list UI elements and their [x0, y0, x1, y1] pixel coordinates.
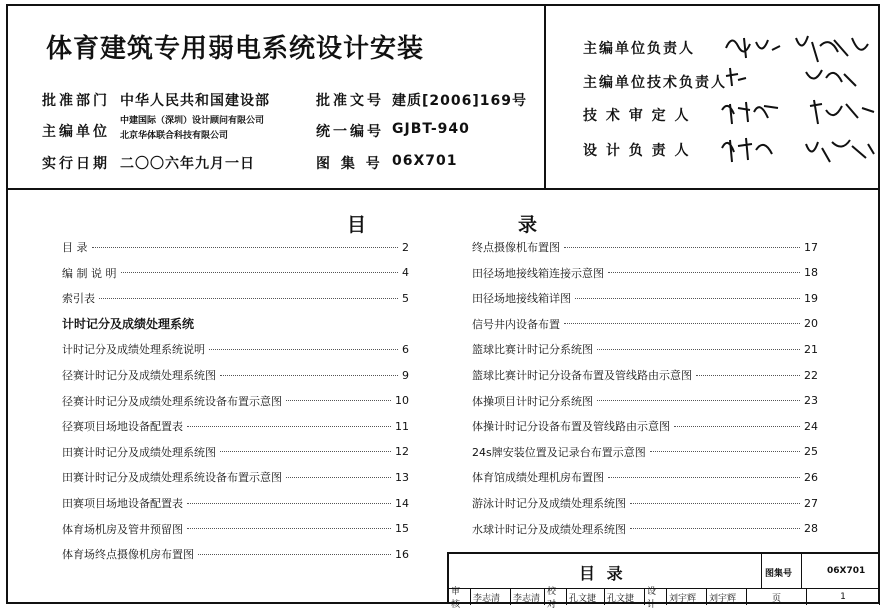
title-block-cell: 设计 — [645, 589, 667, 605]
header-divider-horizontal — [6, 188, 880, 190]
resp-label-tech: 主编单位技术负责人 — [583, 75, 727, 91]
toc-entry-page: 18 — [804, 266, 818, 280]
resp-label-review: 技 术 审 定 人 — [583, 108, 691, 124]
toc-entry-page: 4 — [402, 266, 409, 280]
title-block — [447, 552, 880, 610]
atlas-title: 体育建筑专用弱电系统设计安装 — [46, 34, 425, 64]
toc-entry-page: 28 — [804, 522, 818, 536]
toc-leader-dots — [564, 323, 800, 324]
toc-leader-dots — [630, 528, 800, 529]
toc-left-entry — [62, 392, 409, 410]
effective-date-label: 实行日期 — [42, 156, 110, 172]
toc-right-entry — [472, 468, 818, 486]
signature-tech — [722, 62, 862, 92]
toc-entry-title: 24s牌安装位置及记录台布置示意图 — [472, 445, 646, 459]
toc-leader-dots — [187, 426, 391, 427]
toc-entry-page: 16 — [395, 547, 409, 561]
toc-left-entry — [62, 468, 409, 486]
title-block-atlas-label: 图集号 — [765, 569, 793, 579]
approval-no-label: 批准文号 — [316, 93, 384, 109]
toc-left-entry — [62, 520, 409, 538]
toc-leader-dots — [608, 477, 800, 478]
toc-entry-title: 体操计时记分设备布置及管线路由示意图 — [472, 420, 670, 434]
toc-entry-page: 25 — [804, 445, 818, 459]
toc-leader-dots — [630, 503, 800, 504]
toc-left-entry — [62, 315, 409, 333]
title-block-cell: 审核 — [449, 589, 471, 605]
toc-leader-dots — [608, 272, 800, 273]
resp-label-design: 设 计 负 责 人 — [583, 143, 691, 159]
toc-entry-title: 体育馆成绩处理机房布置图 — [472, 471, 604, 485]
toc-leader-dots — [650, 451, 800, 452]
toc-entry-title: 田径场地接线箱连接示意图 — [472, 266, 604, 280]
toc-right-entry — [472, 264, 818, 282]
title-block-cell: 孔文捷 — [605, 589, 645, 605]
toc-right-entry — [472, 392, 818, 410]
approval-no: 建质[2006]169号 — [392, 93, 527, 109]
toc-left-entry — [62, 366, 409, 384]
toc-entry-page: 24 — [804, 419, 818, 433]
resp-label-chief: 主编单位负责人 — [583, 41, 695, 57]
toc-entry-page: 2 — [402, 240, 409, 254]
editor-line-2: 北京华体联合科技有限公司 — [120, 131, 229, 141]
effective-date: 二〇〇六年九月一日 — [120, 156, 255, 172]
title-block-cell: 刘宇辉 — [667, 589, 707, 605]
title-block-divider — [801, 554, 802, 588]
title-block-title: 目 录 — [579, 564, 626, 583]
toc-leader-dots — [696, 375, 800, 376]
toc-entry-page: 26 — [804, 470, 818, 484]
toc-leader-dots — [564, 247, 800, 248]
title-block-cell: 李志清 — [511, 589, 545, 605]
toc-entry-page: 21 — [804, 342, 818, 356]
toc-entry-page: 19 — [804, 291, 818, 305]
toc-left-entry — [62, 443, 409, 461]
toc-entry-title: 篮球比赛计时记分系统图 — [472, 343, 593, 357]
toc-entry-title: 篮球比赛计时记分设备布置及管线路由示意图 — [472, 369, 692, 382]
toc-entry-page: 22 — [804, 368, 818, 382]
toc-left-entry — [62, 289, 409, 307]
toc-entry-page: 17 — [804, 240, 818, 254]
atlas-no-label: 图 集 号 — [316, 156, 383, 172]
toc-right-entry — [472, 366, 818, 384]
title-block-cell: 校对 — [545, 589, 567, 605]
toc-leader-dots — [575, 298, 800, 299]
title-block-divider — [761, 554, 762, 588]
toc-entry-title: 游泳计时记分及成绩处理系统图 — [472, 497, 626, 510]
toc-right-entry — [472, 340, 818, 358]
toc-leader-dots — [187, 503, 391, 504]
title-block-cell: 李志清 — [471, 589, 511, 605]
toc-entry-page: 11 — [395, 419, 409, 433]
toc-left-entry — [62, 494, 409, 512]
toc-leader-dots — [286, 477, 391, 478]
toc-right-entry — [472, 238, 818, 256]
toc-leader-dots — [187, 528, 391, 529]
toc-right-entry — [472, 417, 818, 435]
toc-left-entry — [62, 545, 409, 563]
toc-entry-page: 23 — [804, 394, 818, 408]
toc-entry-title: 田赛计时记分及成绩处理系统设备布置示意图 — [62, 471, 282, 485]
toc-right-entry — [472, 443, 818, 461]
toc-entry-title: 索引表 — [62, 292, 95, 306]
toc-entry-title: 编 制 说 明 — [62, 266, 117, 280]
toc-leader-dots — [220, 375, 398, 376]
signature-design — [718, 132, 878, 166]
toc-entry-title: 目 录 — [62, 241, 88, 254]
toc-right-entry — [472, 494, 818, 512]
unified-no: GJBT-940 — [392, 121, 470, 137]
toc-left-entry — [62, 340, 409, 358]
toc-leader-dots — [597, 349, 800, 350]
toc-entry-page: 20 — [804, 317, 818, 331]
title-block-atlas-no: 06X701 — [827, 566, 866, 576]
title-block-cell: 孔文捷 — [567, 589, 605, 605]
header-divider-vertical — [544, 4, 546, 190]
title-block-page-cell: 1 — [807, 589, 880, 605]
toc-right-entry — [472, 289, 818, 307]
toc-entry-title: 计时记分及成绩处理系统说明 — [62, 343, 205, 357]
toc-entry-page: 13 — [395, 470, 409, 484]
toc-leader-dots — [198, 554, 391, 555]
toc-entry-page: 10 — [395, 394, 409, 408]
unified-no-label: 统一编号 — [316, 124, 384, 140]
toc-entry-page: 6 — [402, 342, 409, 356]
toc-entry-title: 田赛项目场地设备配置表 — [62, 497, 183, 510]
toc-leader-dots — [220, 451, 391, 452]
toc-entry-page: 14 — [395, 496, 409, 510]
toc-leader-dots — [286, 400, 391, 401]
toc-right-entry — [472, 315, 818, 333]
editor-line-1: 中建国际（深圳）设计顾问有限公司 — [120, 116, 265, 126]
toc-entry-title: 田赛计时记分及成绩处理系统图 — [62, 445, 216, 459]
editor-label: 主编单位 — [42, 124, 110, 140]
toc-entry-title: 体育场终点摄像机房布置图 — [62, 548, 194, 562]
toc-entry-title: 田径场地接线箱详图 — [472, 292, 571, 306]
toc-entry-title: 体育场机房及管井预留图 — [62, 522, 183, 536]
toc-title-left: 目 — [347, 214, 367, 236]
approval-dept-label: 批准部门 — [42, 93, 110, 109]
toc-entry-title: 水球计时记分及成绩处理系统图 — [472, 522, 626, 536]
toc-leader-dots — [674, 426, 800, 427]
toc-leader-dots — [121, 272, 399, 273]
toc-entry-title: 径赛计时记分及成绩处理系统设备布置示意图 — [62, 394, 282, 408]
toc-leader-dots — [597, 400, 800, 401]
toc-entry-title: 径赛计时记分及成绩处理系统图 — [62, 369, 216, 382]
toc-entry-title: 计时记分及成绩处理系统 — [62, 317, 195, 332]
toc-entry-page: 5 — [402, 291, 409, 305]
toc-leader-dots — [209, 349, 398, 350]
toc-entry-page: 12 — [395, 445, 409, 459]
toc-entry-page: 9 — [402, 368, 409, 382]
toc-title-right: 录 — [518, 214, 538, 236]
toc-entry-title: 体操项目计时记分系统图 — [472, 394, 593, 408]
atlas-no: 06X701 — [392, 153, 458, 169]
toc-left-entry — [62, 264, 409, 282]
toc-right-entry — [472, 520, 818, 538]
approval-dept: 中华人民共和国建设部 — [120, 93, 270, 109]
toc-left-entry — [62, 417, 409, 435]
toc-entry-title: 信号井内设备布置 — [472, 317, 560, 331]
title-block-cell: 刘宇辉 — [707, 589, 747, 605]
toc-left-entry — [62, 238, 409, 256]
signature-review — [718, 96, 878, 128]
toc-entry-page: 27 — [804, 496, 818, 510]
toc-entry-title: 终点摄像机布置图 — [472, 241, 560, 254]
title-block-page-cell: 页 — [747, 589, 807, 605]
toc-entry-page: 15 — [395, 522, 409, 536]
toc-leader-dots — [92, 247, 399, 248]
toc-entry-title: 径赛项目场地设备配置表 — [62, 420, 183, 434]
toc-leader-dots — [99, 298, 398, 299]
